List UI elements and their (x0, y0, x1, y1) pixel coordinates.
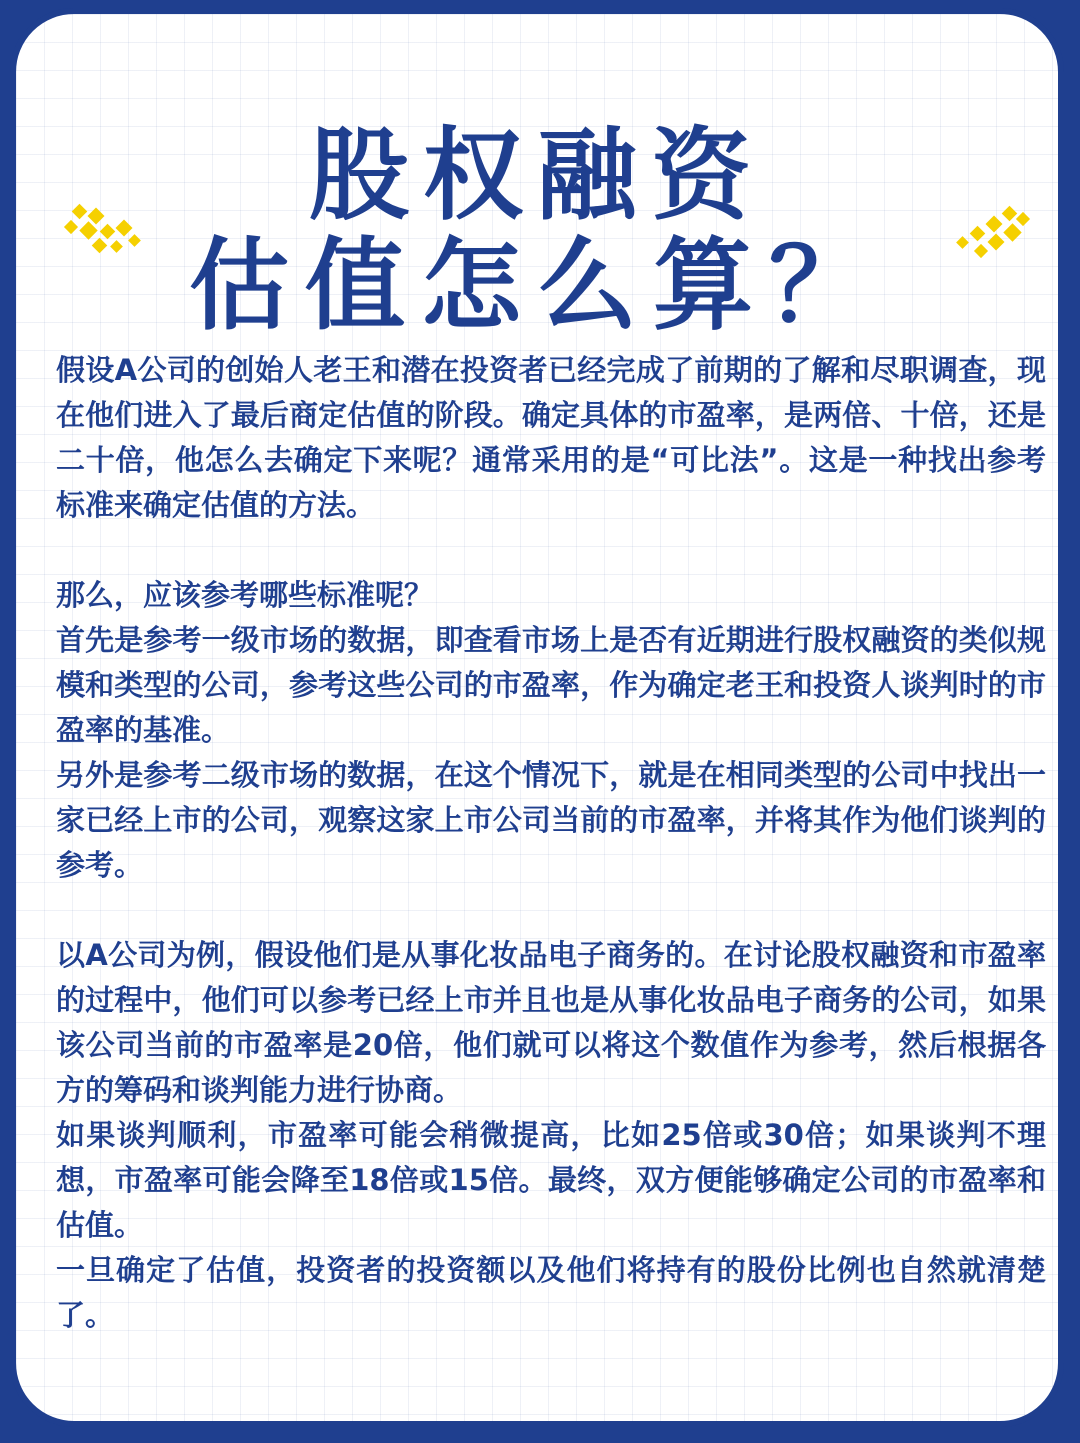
paragraph-negotiation: 如果谈判顺利，市盈率可能会稍微提高，比如25倍或30倍；如果谈判不理想，市盈率可能会降至18倍或15倍。最终，双方便能够确定公司的市盈率和估值。 (56, 1118, 1046, 1242)
paragraph-primary-market: 首先是参考一级市场的数据，即查看市场上是否有近期进行股权融资的类似规模和类型的公司，参考这些公司的市盈率，作为确定老王和投资人谈判时的市盈率的基准。 (56, 623, 1046, 747)
page-title-line-2: 估值怎么算？ (189, 227, 885, 344)
article-body (56, 348, 1046, 1338)
page-title-line-1: 股权融资 (309, 117, 765, 234)
article-card (10, 8, 1064, 1427)
paragraph-conclusion: 一旦确定了估值，投资者的投资额以及他们将持有的股份比例也自然就清楚了。 (56, 1253, 1046, 1332)
paragraph-spacer (56, 528, 1046, 573)
paragraph-secondary-market: 另外是参考二级市场的数据，在这个情况下，就是在相同类型的公司中找出一家已经上市的公司，观察这家上市公司当前的市盈率，并将其作为他们谈判的参考。 (56, 758, 1046, 882)
paragraph-spacer (56, 888, 1046, 933)
paragraph-example: 以A公司为例，假设他们是从事化妆品电子商务的。在讨论股权融资和市盈率的过程中，他们可以参考已经上市并且也是从事化妆品电子商务的公司，如果该公司当前的市盈率是20倍，他们就可以将这个数值作为参考，然后根据各方的筹码和谈判能力进行协商。 (56, 938, 1046, 1107)
paragraph-question: 那么，应该参考哪些标准呢？ (56, 578, 434, 612)
paragraph-intro: 假设A公司的创始人老王和潜在投资者已经完成了前期的了解和尽职调查，现在他们进入了最后商定估值的阶段。确定具体的市盈率，是两倍、十倍，还是二十倍，他怎么去确定下来呢？通常采用的是“可比法”。这是一种找出参考标准来确定估值的方法。 (56, 353, 1046, 522)
